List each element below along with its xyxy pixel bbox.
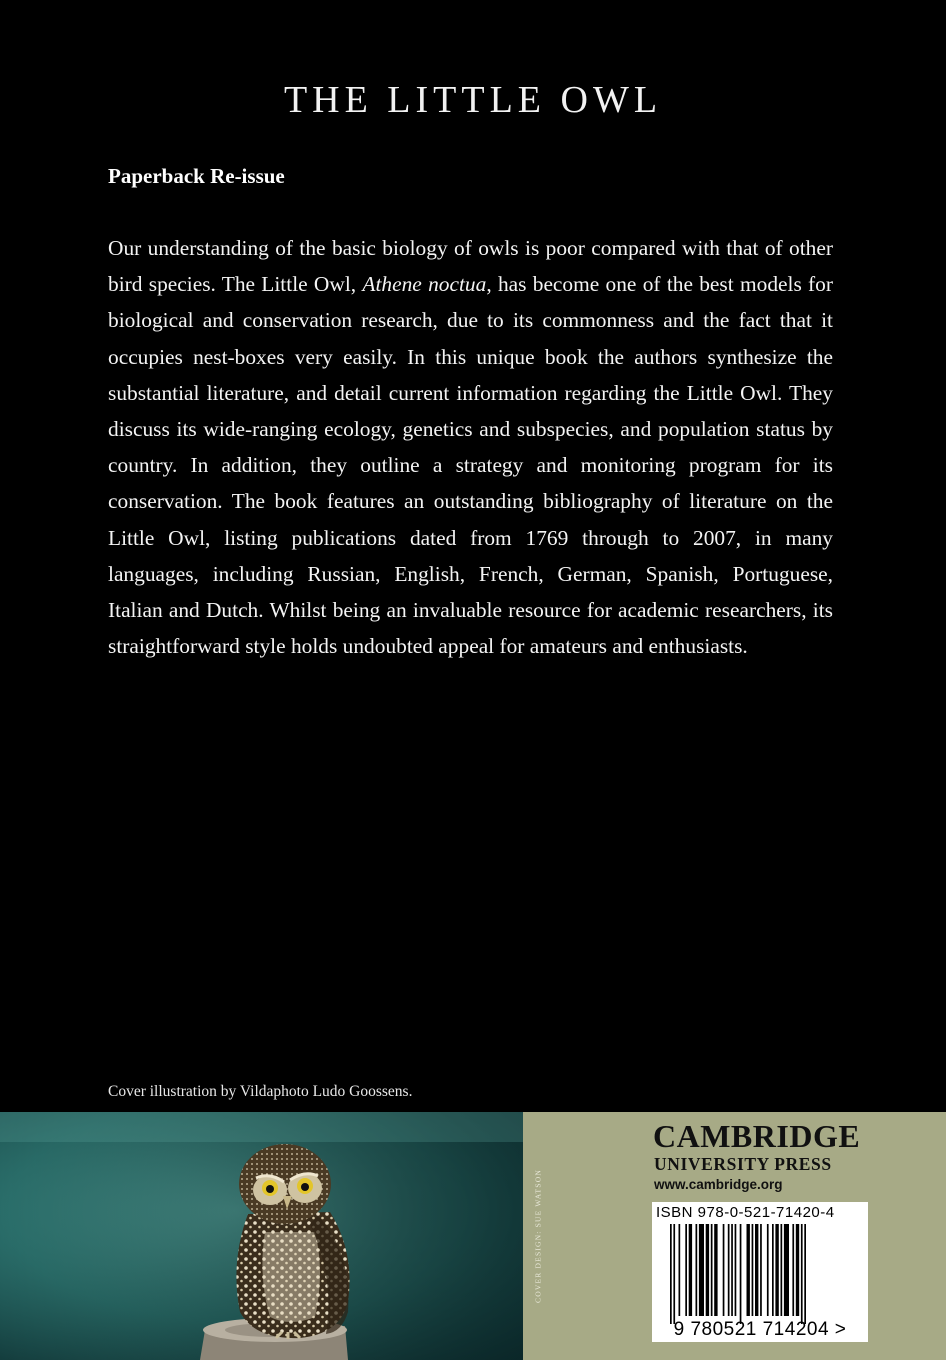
barcode-bar (689, 1224, 692, 1316)
book-title: THE LITTLE OWL (283, 79, 663, 121)
barcode-bar (755, 1224, 758, 1316)
barcode-bar (711, 1224, 713, 1316)
description-paragraph (108, 230, 833, 664)
barcode-bar (699, 1224, 704, 1316)
barcode-bar (792, 1224, 794, 1316)
barcode-bar (752, 1224, 754, 1316)
publisher-panel (553, 1112, 946, 1360)
barcode-bar (772, 1224, 774, 1316)
barcode-bar (728, 1224, 730, 1316)
barcode-bar (804, 1224, 806, 1324)
barcode-bar (760, 1224, 762, 1316)
barcode-bar (735, 1224, 737, 1316)
design-credit: COVER DESIGN: SUE WATSON (533, 1169, 543, 1303)
barcode-bar (670, 1224, 672, 1324)
barcode-bar (740, 1224, 742, 1324)
barcode-bar (706, 1224, 709, 1316)
ean-digits: 9 780521 714204 > (673, 1319, 847, 1340)
barcode-bar (714, 1224, 717, 1316)
little-owl-photo-icon (0, 1112, 523, 1360)
barcode-bar (784, 1224, 789, 1316)
barcode-bar (696, 1224, 698, 1316)
barcode-bar (731, 1224, 733, 1316)
barcode-bar (747, 1224, 750, 1316)
barcode-bar (685, 1224, 687, 1316)
barcode-bar (775, 1224, 778, 1316)
barcode-bar (679, 1224, 681, 1316)
isbn-label: ISBN 978-0-521-71420-4 (656, 1204, 835, 1221)
barcode-bar (801, 1224, 803, 1324)
owl-photo (0, 1112, 523, 1360)
blurb-part-2: , has become one of the best models for biological and conservation research, due to its commonness and the fact that it occupies nest-boxes very easily. In this unique book the authors synthesize the substantial literature, and detail current information regarding the Little Owl. They discuss its wide-ranging ecology, genetics and subspecies, and population status by country. In addition, they outline a strategy and monitoring program for its conservation. The book features an outstanding bibliography of literature on the Little Owl, listing publications dated from 1769 through to 2007, in many languages, including Russian, English, French, German, Spanish, Portuguese, Italian and Dutch. Whilst being an invaluable resource for academic researchers, its straightforward style holds undoubted appeal for amateurs and enthusiasts. (108, 272, 834, 659)
barcode-bar (796, 1224, 799, 1316)
publisher-name: CAMBRIDGE (653, 1118, 861, 1154)
illustration-credit: Cover illustration by Vildaphoto Ludo Goossens. (108, 1083, 413, 1100)
blurb-part-1: Our understanding of the basic biology of owls is poor compared with that of other bird species. The Little Owl, (108, 236, 833, 297)
barcode-box (652, 1202, 868, 1342)
barcode-bar (723, 1224, 725, 1316)
publisher-press: UNIVERSITY PRESS (654, 1154, 832, 1174)
species-name: Athene noctua (362, 272, 487, 297)
barcode-bar (767, 1224, 769, 1316)
barcode-bar (673, 1224, 675, 1324)
publisher-url: www.cambridge.org (654, 1177, 783, 1192)
edition-label: Paperback Re-issue (108, 164, 285, 188)
design-credit-strip (523, 1112, 553, 1360)
barcode-bar (781, 1224, 783, 1316)
